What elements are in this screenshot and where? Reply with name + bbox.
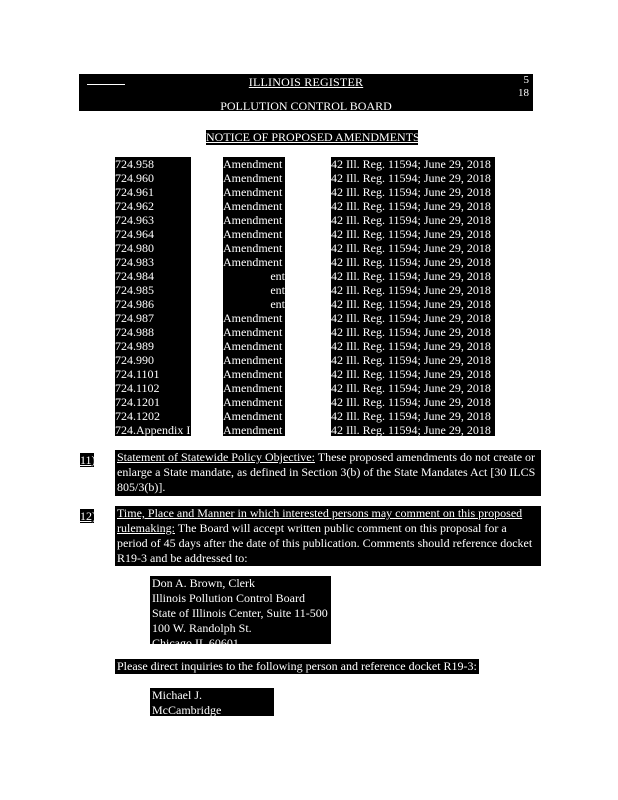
table-cell-action: ent bbox=[270, 283, 285, 297]
table-cell-citation: 42 Ill. Reg. 11594; June 29, 2018 bbox=[331, 423, 491, 437]
address-line: Illinois Pollution Control Board bbox=[152, 591, 306, 605]
contact-block bbox=[150, 688, 274, 732]
table-cell-citation: 42 Ill. Reg. 11594; June 29, 2018 bbox=[331, 297, 491, 311]
notice-title: NOTICE OF PROPOSED AMENDMENTS bbox=[206, 130, 420, 144]
item-11-heading: Statement of Statewide Policy Objective: bbox=[117, 450, 315, 464]
table-cell-action: Amendment bbox=[223, 325, 283, 339]
item-11-number: 11) bbox=[80, 453, 96, 467]
table-cell-section: 724.987 bbox=[115, 311, 154, 325]
inquiries-text: Please direct inquiries to the following person and reference docket R19-3: bbox=[115, 659, 479, 674]
table-cell-section: 724.963 bbox=[115, 213, 154, 227]
item-12-paragraph bbox=[115, 506, 541, 566]
table-cell-action: Amendment bbox=[223, 227, 283, 241]
table-cell-action: Amendment bbox=[223, 423, 283, 437]
item-11-paragraph bbox=[115, 450, 541, 496]
register-title: ILLINOIS REGISTER bbox=[248, 75, 364, 89]
table-cell-action: ent bbox=[270, 269, 285, 283]
table-cell-action: Amendment bbox=[223, 353, 283, 367]
table-cell-action: Amendment bbox=[223, 171, 283, 185]
item-12-number: 12) bbox=[80, 509, 96, 523]
table-cell-action: Amendment bbox=[223, 409, 283, 423]
address-line: Chicago IL 60601 bbox=[152, 636, 239, 650]
table-cell-section: 724.986 bbox=[115, 297, 154, 311]
table-cell-citation: 42 Ill. Reg. 11594; June 29, 2018 bbox=[331, 395, 491, 409]
table-cell-citation: 42 Ill. Reg. 11594; June 29, 2018 bbox=[331, 353, 491, 367]
table-cell-section: 724.984 bbox=[115, 269, 154, 283]
table-cell-citation: 42 Ill. Reg. 11594; June 29, 2018 bbox=[331, 283, 491, 297]
table-cell-citation: 42 Ill. Reg. 11594; June 29, 2018 bbox=[331, 325, 491, 339]
contact-name: Michael J. McCambridge bbox=[152, 688, 222, 717]
table-cell-citation: 42 Ill. Reg. 11594; June 29, 2018 bbox=[331, 269, 491, 283]
table-cell-action: Amendment bbox=[223, 395, 283, 409]
table-cell-citation: 42 Ill. Reg. 11594; June 29, 2018 bbox=[331, 185, 491, 199]
table-cell-section: 724.989 bbox=[115, 339, 154, 353]
table-cell-section: 724.964 bbox=[115, 227, 154, 241]
item-11-body: These proposed amendments do not create or enlarge a State mandate, as defined in Section 3(b) of the State Mandates Act [30 ILCS 805/3(b)]. bbox=[117, 450, 536, 494]
table-cell-citation: 42 Ill. Reg. 11594; June 29, 2018 bbox=[331, 339, 491, 353]
page-number-line2: 18 bbox=[518, 87, 529, 99]
table-cell-citation: 42 Ill. Reg. 11594; June 29, 2018 bbox=[331, 241, 491, 255]
table-cell-action: Amendment bbox=[223, 381, 283, 395]
table-cell-section: 724.1101 bbox=[115, 367, 160, 381]
table-cell-action: ent bbox=[270, 297, 285, 311]
contact-title: Staff Attorney bbox=[152, 718, 221, 732]
table-cell-section: 724.988 bbox=[115, 325, 154, 339]
table-cell-action: Amendment bbox=[223, 255, 283, 269]
table-cell-citation: 42 Ill. Reg. 11594; June 29, 2018 bbox=[331, 171, 491, 185]
table-cell-action: Amendment bbox=[223, 339, 283, 353]
table-cell-citation: 42 Ill. Reg. 11594; June 29, 2018 bbox=[331, 409, 491, 423]
table-cell-section: 724.961 bbox=[115, 185, 154, 199]
item-12-heading: Time, Place and Manner in which interested persons may comment on this proposed rulemaking: bbox=[117, 506, 523, 535]
table-cell-section: 724.962 bbox=[115, 199, 154, 213]
table-cell-action: Amendment bbox=[223, 241, 283, 255]
table-cell-action: Amendment bbox=[223, 213, 283, 227]
board-name: POLLUTION CONTROL BOARD bbox=[220, 99, 392, 113]
table-cell-action: Amendment bbox=[223, 157, 283, 171]
table-cell-action: Amendment bbox=[223, 311, 283, 325]
table-cell-citation: 42 Ill. Reg. 11594; June 29, 2018 bbox=[331, 157, 491, 171]
table-cell-citation: 42 Ill. Reg. 11594; June 29, 2018 bbox=[331, 255, 491, 269]
table-cell-section: 724.990 bbox=[115, 353, 154, 367]
table-cell-section: 724.983 bbox=[115, 255, 154, 269]
page-number-line1: 5 bbox=[523, 74, 529, 86]
table-cell-citation: 42 Ill. Reg. 11594; June 29, 2018 bbox=[331, 311, 491, 325]
table-cell-action: Amendment bbox=[223, 367, 283, 381]
table-cell-action: Amendment bbox=[223, 199, 283, 213]
table-cell-citation: 42 Ill. Reg. 11594; June 29, 2018 bbox=[331, 199, 491, 213]
address-line: 100 W. Randolph St. bbox=[152, 621, 252, 635]
table-cell-section: 724.1102 bbox=[115, 381, 160, 395]
table-cell-citation: 42 Ill. Reg. 11594; June 29, 2018 bbox=[331, 213, 491, 227]
table-cell-citation: 42 Ill. Reg. 11594; June 29, 2018 bbox=[331, 367, 491, 381]
address-line: State of Illinois Center, Suite 11-500 bbox=[152, 606, 328, 620]
table-cell-citation: 42 Ill. Reg. 11594; June 29, 2018 bbox=[331, 381, 491, 395]
table-cell-action: Amendment bbox=[223, 185, 283, 199]
clerk-address bbox=[150, 576, 331, 650]
address-line: Don A. Brown, Clerk bbox=[152, 576, 255, 590]
register-header bbox=[79, 74, 533, 111]
table-cell-section: 724.985 bbox=[115, 283, 154, 297]
table-cell-section: 724.960 bbox=[115, 171, 154, 185]
table-cell-section: 724.958 bbox=[115, 157, 154, 171]
table-cell-citation: 42 Ill. Reg. 11594; June 29, 2018 bbox=[331, 227, 491, 241]
table-cell-section: 724.1202 bbox=[115, 409, 160, 423]
item-12-body: The Board will accept written public comment on this proposal for a period of 45 days after the date of this publication. Comments should reference docket R19-3 and be addressed to: bbox=[117, 521, 533, 565]
page-number bbox=[518, 74, 529, 100]
table-cell-section: 724.Appendix I bbox=[115, 423, 191, 437]
table-cell-section: 724.980 bbox=[115, 241, 154, 255]
table-cell-section: 724.1201 bbox=[115, 395, 160, 409]
